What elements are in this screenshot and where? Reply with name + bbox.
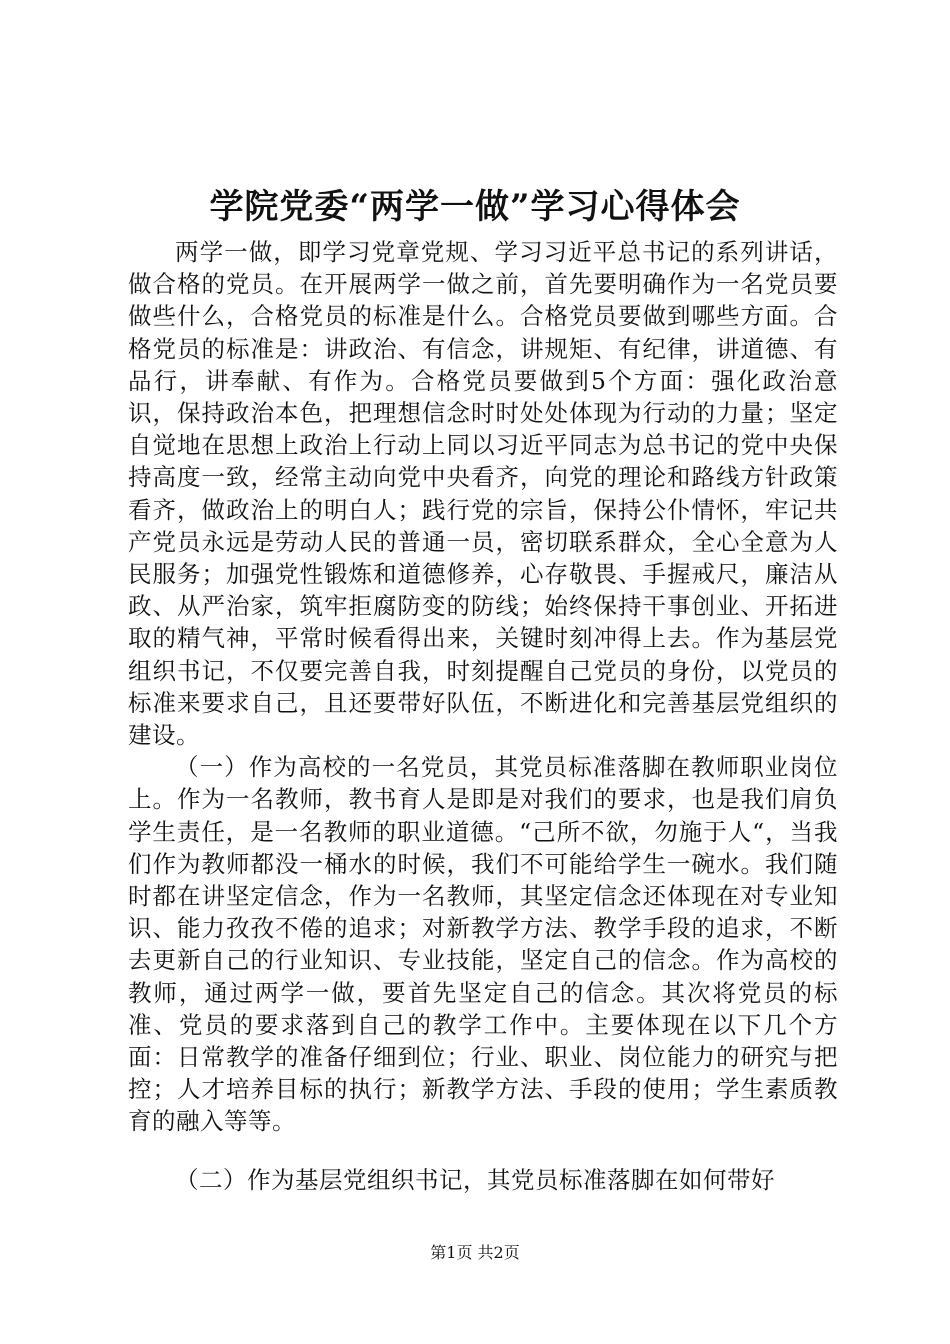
paragraph-intro: 两学一做，即学习党章党规、学习习近平总书记的系列讲话，做合格的党员。在开展两学一做之前，首先要明确作为一名党员要做些什么，合格党员的标准是什么。合格党员要做到哪些方面。合格党员的标准是：讲政治、有信念，讲规矩、有纪律，讲道德、有品行，讲奉献、有作为。合格党员要做到5个方面：强化政治意识，保持政治本色，把理想信念时时处处体现为行动的力量；坚定自觉地在思想上政治上行动上同以习近平同志为总书记的党中央保持高度一致，经常主动向党中央看齐，向党的理论和路线方针政策看齐，做政治上的明白人；践行党的宗旨，保持公仆情怀，牢记共产党员永远是劳动人民的普通一员，密切联系群众，全心全意为人民服务；加强党性锻炼和道德修养，心存敬畏、手握戒尺，廉洁从政、从严治家，筑牢拒腐防变的防线；始终保持干事创业、开拓进取的精气神，平常时候看得出来，关键时刻冲得上去。作为基层党组织书记，不仅要完善自我，时刻提醒自己党员的身份，以党员的标准来要求自己，且还要带好队伍，不断进化和完善基层党组织的建设。: [128, 238, 838, 750]
paragraph-section-two: （二）作为基层党组织书记，其党员标准落脚在如何带好: [175, 1165, 775, 1194]
document-title: 学院党委“两学一做”学习心得体会: [209, 187, 741, 227]
document-body: [128, 236, 838, 1196]
paragraph-section-one: （一）作为高校的一名党员，其党员标准落脚在教师职业岗位上。作为一名教师，教书育人是即是对我们的要求，也是我们肩负学生责任，是一名教师的职业道德。“己所不欲，勿施于人“，当我们作为教师都没一桶水的时候，我们不可能给学生一碗水。我们随时都在讲坚定信念，作为一名教师，其坚定信念还体现在对专业知识、能力孜孜不倦的追求；对新教学方法、教学手段的追求，不断去更新自己的行业知识、专业技能，坚定自己的信念。作为高校的教师，通过两学一做，要首先坚定自己的信念。其次将党员的标准、党员的要求落到自己的教学工作中。主要体现在以下几个方面：日常教学的准备仔细到位；行业、职业、岗位能力的研究与把控；人才培养目标的执行；新教学方法、手段的使用；学生素质教育的融入等等。: [128, 753, 838, 1136]
page-footer: 第1页 共2页: [430, 1243, 520, 1262]
